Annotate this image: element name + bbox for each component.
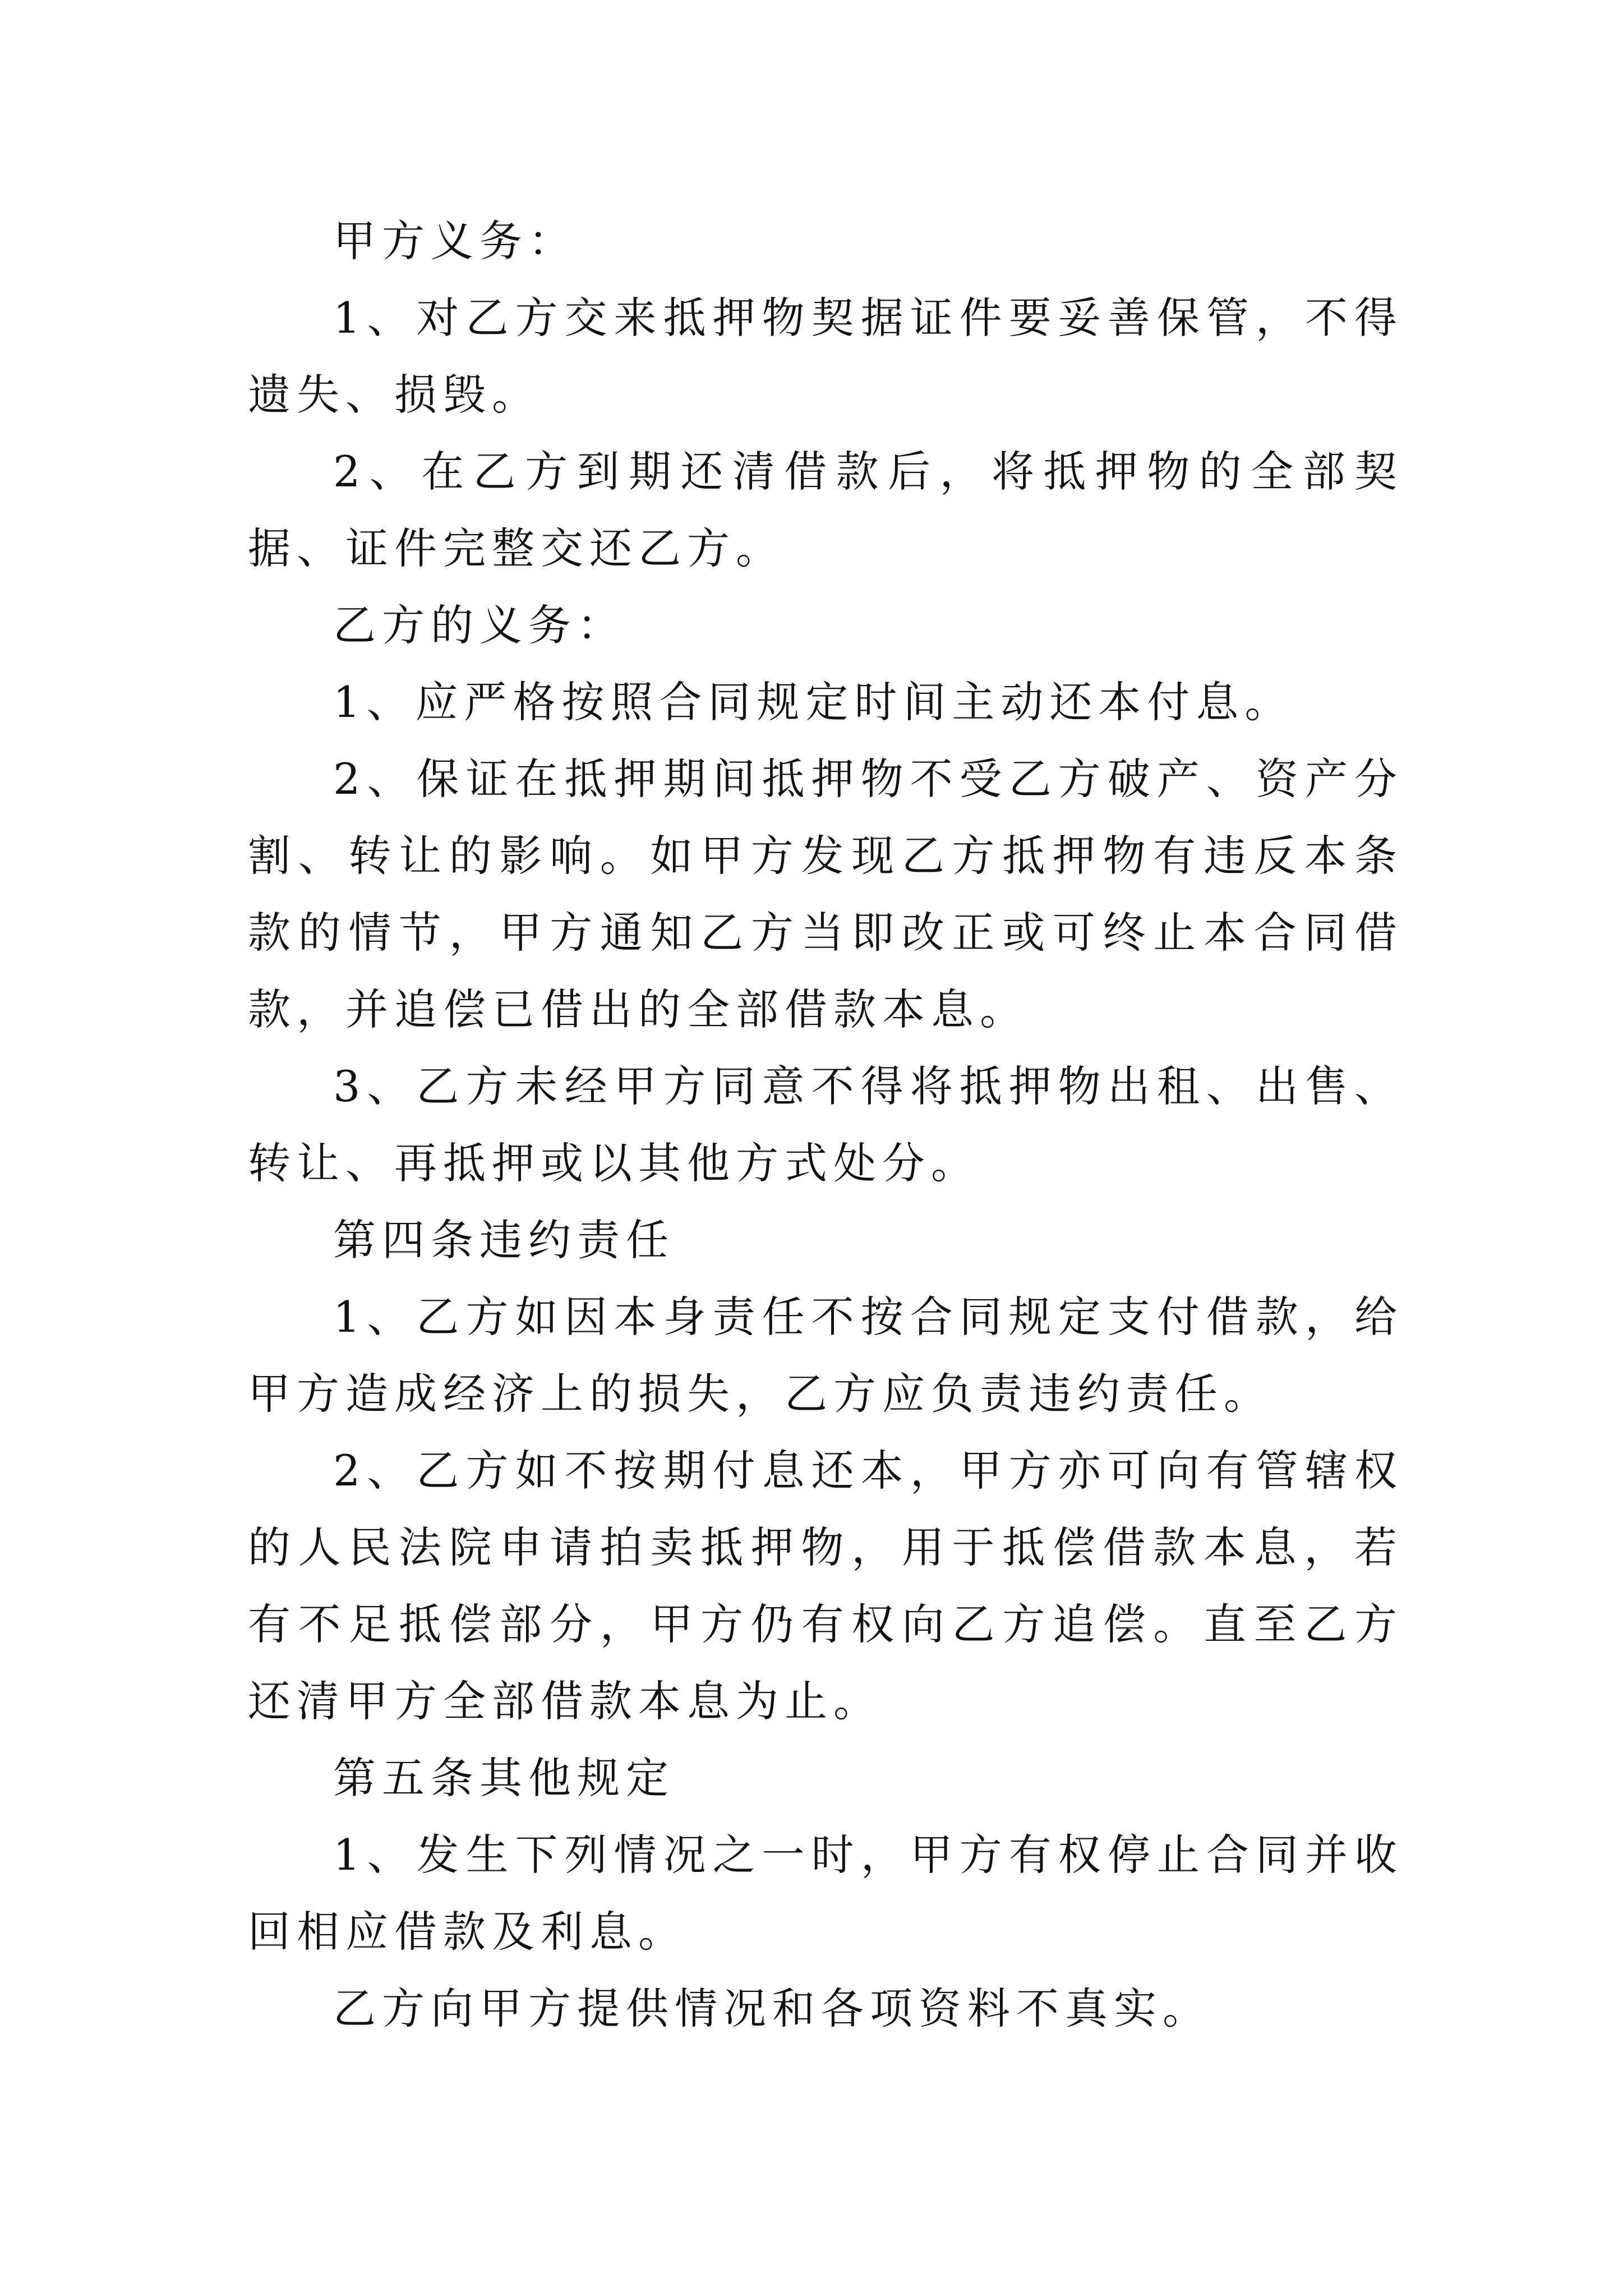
paragraph: 1、应严格按照合同规定时间主动还本付息。 bbox=[333, 677, 1294, 727]
paragraph: 2、保证在抵押期间抵押物不受乙方破产、资产分割、转让的影响。如甲方发现乙方抵押物有违反本条款的情节，甲方通知乙方当即改正或可终止本合同借款，并追偿已借出的全部借款本息。 bbox=[248, 754, 1403, 1034]
paragraph: 乙方向甲方提供情况和各项资料不真实。 bbox=[333, 1984, 1211, 2033]
paragraph: 2、乙方如不按期付息还本，甲方亦可向有管辖权的人民法院申请拍卖抵押物，用于抵偿借款本息，若有不足抵偿部分，甲方仍有权向乙方追偿。直至乙方还清甲方全部借款本息为止。 bbox=[248, 1446, 1403, 1726]
section-heading-party-a-obligations: 甲方义务： bbox=[333, 216, 577, 266]
paragraph: 1、乙方如因本身责任不按合同规定支付借款，给甲方造成经济上的损失，乙方应负责违约责任。 bbox=[248, 1292, 1403, 1419]
section-heading-party-b-obligations: 乙方的义务： bbox=[333, 600, 626, 650]
section-heading-article-5: 第五条其他规定 bbox=[333, 1753, 675, 1803]
paragraph: 2、在乙方到期还清借款后，将抵押物的全部契据、证件完整交还乙方。 bbox=[248, 447, 1403, 573]
document-body bbox=[248, 203, 1403, 2047]
section-heading-article-4: 第四条违约责任 bbox=[333, 1215, 675, 1265]
paragraph: 1、对乙方交来抵押物契据证件要妥善保管，不得遗失、损毁。 bbox=[248, 293, 1403, 420]
paragraph: 3、乙方未经甲方同意不得将抵押物出租、出售、转让、再抵押或以其他方式处分。 bbox=[248, 1061, 1403, 1188]
paragraph: 1、发生下列情况之一时，甲方有权停止合同并收回相应借款及利息。 bbox=[248, 1830, 1403, 1957]
